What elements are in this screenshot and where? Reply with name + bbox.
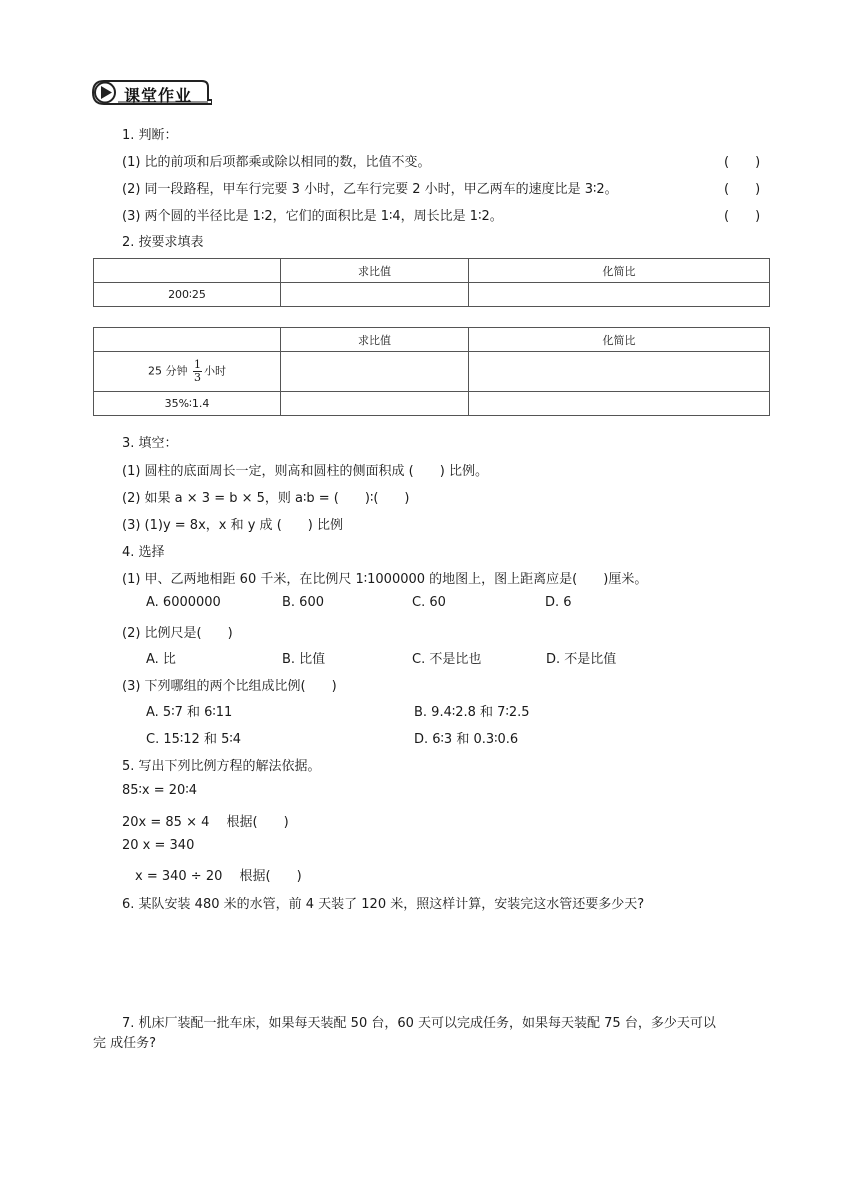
q3-item-1: (1) 圆柱的底面周长一定，则高和圆柱的侧面积成 ( ) 比例。 bbox=[122, 464, 488, 479]
q1-answer-blank-3[interactable]: ( ) bbox=[724, 209, 761, 224]
q1-item-3: (3) 两个圆的半径比是 1∶2，它们的面积比是 1∶4，周长比是 1∶2。 bbox=[122, 209, 503, 224]
q1-answer-blank-2[interactable]: ( ) bbox=[724, 182, 761, 197]
q3-item-3: (3) (1)y = 8x，x 和 y 成 ( ) 比例 bbox=[122, 518, 343, 533]
table2-answer-cell[interactable] bbox=[469, 352, 770, 392]
q6-text: 6. 某队安装 480 米的水管，前 4 天装了 120 米，照这样计算，安装完这水管还要多少天? bbox=[122, 897, 645, 912]
q4-sub3-stem: (3) 下列哪组的两个比组成比例( ) bbox=[122, 679, 337, 694]
q4-sub2-option-b[interactable]: B. 比值 bbox=[282, 652, 326, 667]
q4-sub3-option-b[interactable]: B. 9.4∶2.8 和 7∶2.5 bbox=[414, 705, 530, 720]
q4-sub1-option-d[interactable]: D. 6 bbox=[545, 595, 572, 610]
fraction-denominator: 3 bbox=[194, 371, 201, 384]
table1-answer-cell[interactable] bbox=[281, 283, 469, 307]
q4-sub2-option-a[interactable]: A. 比 bbox=[146, 652, 176, 667]
table2-header-simplify: 化简比 bbox=[469, 328, 770, 352]
q1-title: 1. 判断： bbox=[122, 128, 178, 143]
q5-line-3: 20 x = 340 bbox=[122, 838, 195, 853]
table1-row-label: 200∶25 bbox=[94, 283, 281, 307]
section-header bbox=[90, 78, 210, 108]
q4-sub3-option-c[interactable]: C. 15∶12 和 5∶4 bbox=[146, 732, 241, 747]
table1-header-blank bbox=[94, 259, 281, 283]
q4-sub1-stem: (1) 甲、乙两地相距 60 千米，在比例尺 1∶1000000 的地图上，图上距离应是( )厘米。 bbox=[122, 572, 648, 587]
q5-line-1: 85∶x = 20∶4 bbox=[122, 783, 197, 798]
q4-sub1-option-b[interactable]: B. 600 bbox=[282, 595, 324, 610]
table2-answer-cell[interactable] bbox=[281, 352, 469, 392]
fraction-numerator: 1 bbox=[194, 358, 201, 371]
q5-title: 5. 写出下列比例方程的解法依据。 bbox=[122, 759, 321, 774]
table2-row2-label: 35%∶1.4 bbox=[94, 392, 281, 416]
ratio-table-2 bbox=[93, 327, 770, 416]
q4-sub3-option-d[interactable]: D. 6∶3 和 0.3∶0.6 bbox=[414, 732, 519, 747]
q4-sub1-option-a[interactable]: A. 6000000 bbox=[146, 595, 221, 610]
q4-sub3-option-a[interactable]: A. 5∶7 和 6∶11 bbox=[146, 705, 233, 720]
q3-item-2: (2) 如果 a × 3 = b × 5，则 a∶b = ( )∶( ) bbox=[122, 491, 410, 506]
q4-sub1-option-c[interactable]: C. 60 bbox=[412, 595, 446, 610]
section-title: 课堂作业 bbox=[124, 86, 193, 105]
table2-header-blank bbox=[94, 328, 281, 352]
q4-sub2-stem: (2) 比例尺是( ) bbox=[122, 626, 233, 641]
q5-line-4: x = 340 ÷ 20 根据( ) bbox=[122, 869, 302, 884]
q4-sub2-option-d[interactable]: D. 不是比值 bbox=[546, 652, 617, 667]
fraction bbox=[193, 359, 202, 384]
q7-line-1: 7. 机床厂装配一批车床，如果每天装配 50 台，60 天可以完成任务，如果每天装配 75 台，多少天可以 bbox=[122, 1016, 716, 1031]
table1-header-ratio-value: 求比值 bbox=[281, 259, 469, 283]
q4-sub2-option-c[interactable]: C. 不是比也 bbox=[412, 652, 482, 667]
table2-answer-cell[interactable] bbox=[281, 392, 469, 416]
q1-answer-blank-1[interactable]: ( ) bbox=[724, 155, 761, 170]
q3-title: 3. 填空： bbox=[122, 436, 178, 451]
table1-answer-cell[interactable] bbox=[469, 283, 770, 307]
table1-header-simplify: 化简比 bbox=[469, 259, 770, 283]
table2-answer-cell[interactable] bbox=[469, 392, 770, 416]
q1-item-2: (2) 同一段路程，甲车行完要 3 小时，乙车行完要 2 小时，甲乙两车的速度比是 3∶2。 bbox=[122, 182, 618, 197]
q2-title: 2. 按要求填表 bbox=[122, 235, 204, 250]
table2-row1-label bbox=[94, 352, 281, 392]
q5-line-2: 20x = 85 × 4 根据( ) bbox=[122, 815, 289, 830]
table2-header-ratio-value: 求比值 bbox=[281, 328, 469, 352]
q1-item-1: (1) 比的前项和后项都乘或除以相同的数，比值不变。 bbox=[122, 155, 431, 170]
table2-row1-suffix: 小时 bbox=[204, 364, 226, 378]
q7-line-2: 完 成任务? bbox=[93, 1036, 157, 1051]
ratio-table-1 bbox=[93, 258, 770, 307]
q4-title: 4. 选择 bbox=[122, 545, 165, 560]
table2-row1-prefix: 25 分钟 bbox=[148, 364, 188, 378]
